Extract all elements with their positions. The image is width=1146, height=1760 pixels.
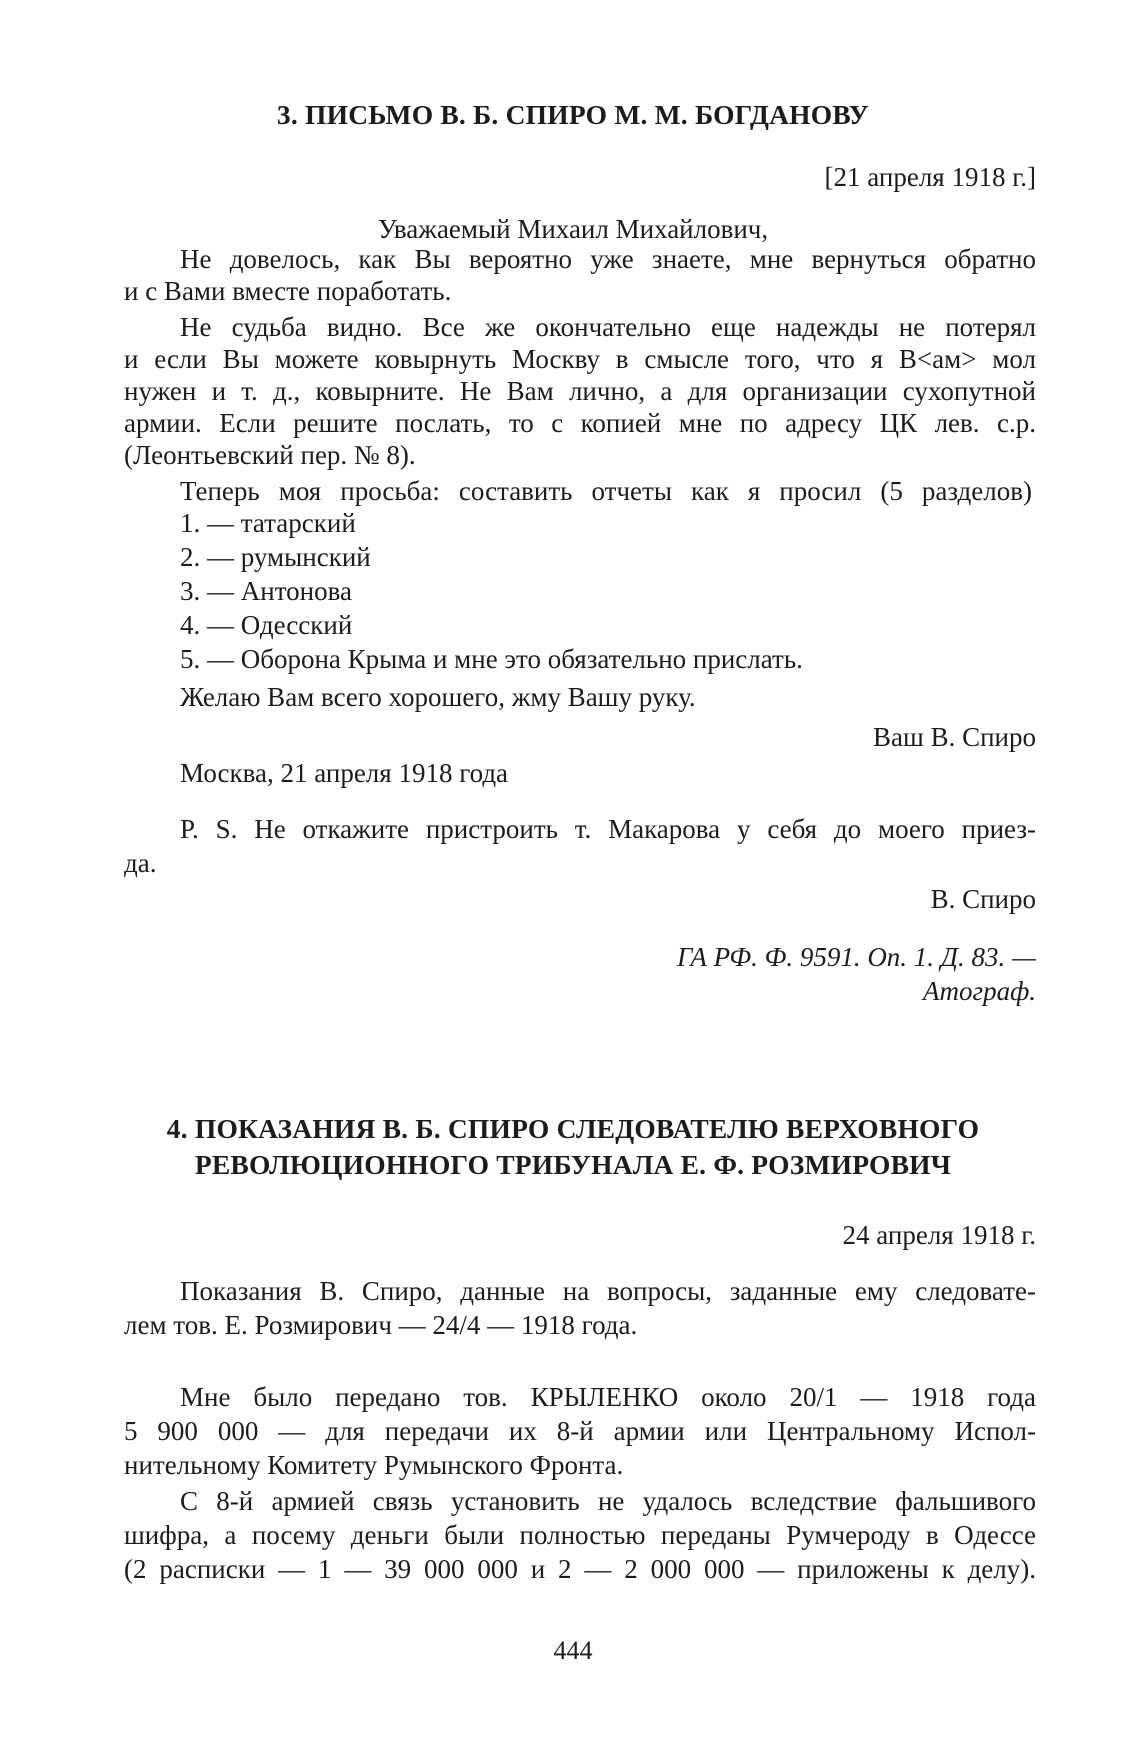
- page-number: 444: [553, 1636, 593, 1665]
- doc3-signature: Ваш В. Спиро: [873, 722, 1036, 752]
- doc3-ps-signature: В. Спиро: [930, 884, 1036, 914]
- doc3-closing: Желаю Вам всего хорошего, жму Вашу руку.: [180, 682, 696, 712]
- doc3-line-5: нужен и т. д., ковырните. Не Вам лично, а для организации сухопутной: [124, 376, 1036, 406]
- doc3-ps-line-2: да.: [124, 848, 157, 878]
- doc3-line-7: (Леонтьевский пер. № 8).: [124, 440, 416, 470]
- doc3-line-3: Не судьба видно. Все же окончательно еще надежды не потерял: [180, 312, 1036, 342]
- doc4-line-4: С 8-й армией связь установить не удалось вследствие фальшивого: [180, 1486, 1036, 1516]
- doc3-salutation: Уважаемый Михаил Михайлович,: [377, 214, 769, 244]
- doc4-line-3: нительному Комитету Румынского Фронта.: [124, 1450, 624, 1480]
- doc4-title-line-2: РЕВОЛЮЦИОННОГО ТРИБУНАЛА Е. Ф. РОЗМИРОВИЧ: [194, 1149, 952, 1180]
- doc3-line-6: армии. Если решите послать, то с копией мне по адресу ЦК лев. с.р.: [124, 408, 1036, 438]
- doc3-line-4: и если Вы можете ковырнуть Москву в смысле того, что я В<ам> мол: [124, 344, 1036, 374]
- doc3-list-item-2: 2. — румынский: [180, 542, 371, 572]
- doc4-line-2: 5 900 000 — для передачи их 8-й армии или Центральному Испол-: [124, 1416, 1036, 1446]
- doc3-place-date: Москва, 21 апреля 1918 года: [180, 758, 509, 788]
- doc3-date: [21 апреля 1918 г.]: [824, 162, 1036, 192]
- doc3-source-line-1: ГА РФ. Ф. 9591. Оп. 1. Д. 83. —: [677, 942, 1036, 972]
- doc3-title: 3. ПИСЬМО В. Б. СПИРО М. М. БОГДАНОВУ: [276, 99, 870, 130]
- doc4-date: 24 апреля 1918 г.: [842, 1220, 1036, 1250]
- doc3-list-item-3: 3. — Антонова: [180, 576, 352, 606]
- doc4-line-1: Мне было передано тов. КРЫЛЕНКО около 20/1 — 1918 года: [180, 1382, 1036, 1412]
- doc3-line-8: Теперь моя просьба: составить отчеты как я просил (5 разделов): [180, 476, 1032, 506]
- doc3-ps-line-1: P. S. Не откажите пристроить т. Макарова у себя до моего приез-: [180, 814, 1036, 844]
- doc3-source-line-2: Атограф.: [923, 976, 1036, 1006]
- doc3-line-2: и с Вами вместе поработать.: [124, 276, 452, 306]
- doc4-intro-line-1: Показания В. Спиро, данные на вопросы, заданные ему следовате-: [180, 1276, 1036, 1306]
- doc3-list-item-4: 4. — Одесский: [180, 610, 353, 640]
- doc3-list-item-5: 5. — Оборона Крыма и мне это обязательно прислать.: [180, 644, 803, 674]
- doc3-line-1: Не довелось, как Вы вероятно уже знаете, мне вернуться обратно: [180, 244, 1036, 274]
- doc4-line-5: шифра, а посему деньги были полностью переданы Румчероду в Одессе: [124, 1520, 1036, 1550]
- doc4-intro-line-2: лем тов. Е. Розмирович — 24/4 — 1918 года.: [124, 1310, 638, 1340]
- doc4-line-6: (2 расписки — 1 — 39 000 000 и 2 — 2 000 000 — приложены к делу).: [124, 1554, 1036, 1584]
- doc4-title-line-1: 4. ПОКАЗАНИЯ В. Б. СПИРО СЛЕДОВАТЕЛЮ ВЕРХОВНОГО: [166, 1113, 980, 1144]
- doc3-list-item-1: 1. — татарский: [180, 508, 356, 538]
